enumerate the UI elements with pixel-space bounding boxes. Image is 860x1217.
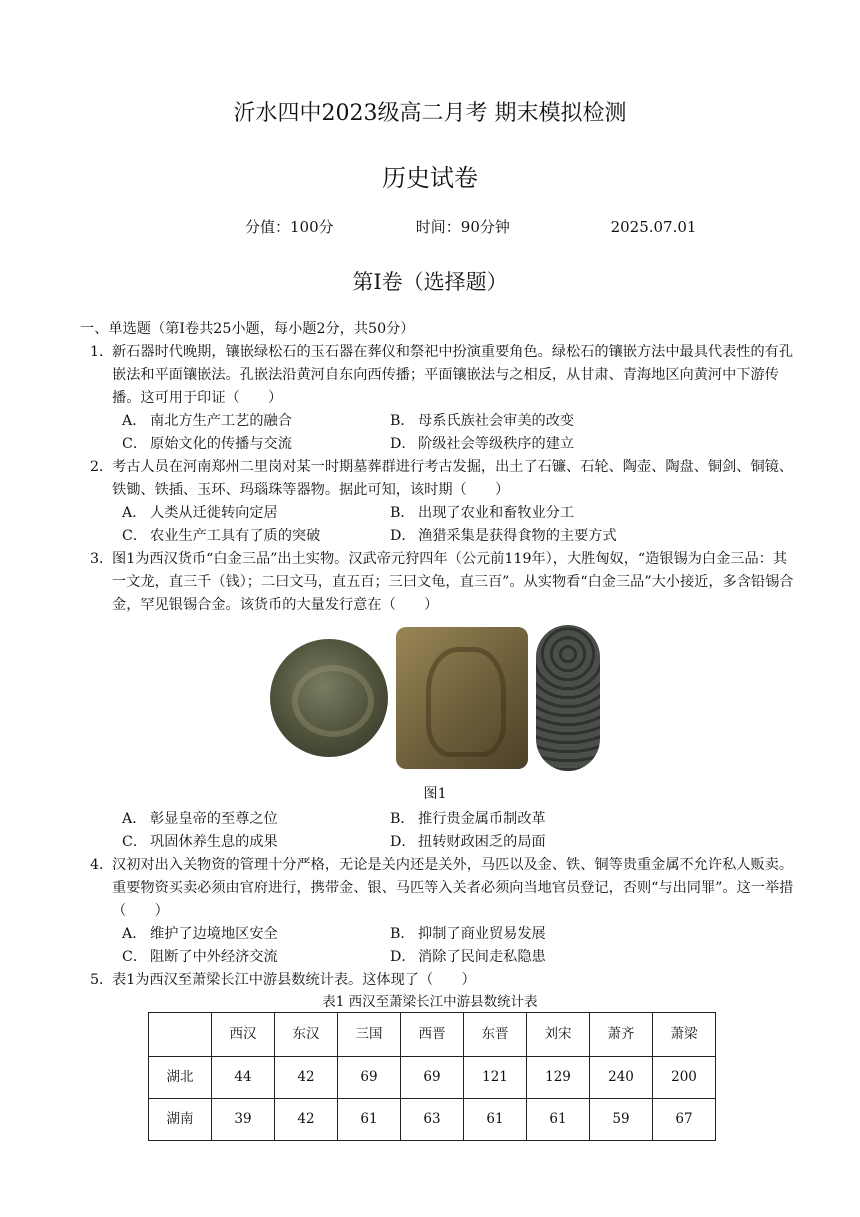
table-cell: 61	[464, 1099, 527, 1141]
question-5	[90, 969, 800, 992]
option-a: A． 维护了边境地区安全	[122, 926, 278, 942]
question-stem: 汉初对出入关物资的管理十分严格，无论是关内还是关外，马匹以及金、铁、铜等贵重金属不允许私人贩卖。重要物资买卖必须由官府进行，携带金、银、马匹等入关者必须向当地官员登记，否则“与出同罪”。这一举措（ ）	[112, 857, 794, 919]
option-c: C． 原始文化的传播与交流	[122, 436, 292, 452]
question-number: 2．	[90, 459, 114, 475]
table-cell: 42	[275, 1099, 338, 1141]
table-header-cell: 萧梁	[653, 1013, 716, 1057]
table-cell: 67	[653, 1099, 716, 1141]
question-number: 1．	[90, 344, 114, 360]
coin-figure	[70, 623, 800, 773]
subject-title: 历史试卷	[382, 164, 478, 192]
score-info: 分值：100分	[245, 218, 334, 236]
option-d: D． 消除了民间走私隐患	[390, 949, 546, 965]
volume-title: 第Ⅰ卷（选择题）	[352, 270, 508, 294]
question-1	[90, 341, 800, 456]
option-b: B． 母系氏族社会审美的改变	[390, 413, 575, 429]
dragon-coin-image	[270, 639, 388, 757]
table-header-cell: 东汉	[275, 1013, 338, 1057]
option-c: C． 农业生产工具有了质的突破	[122, 528, 321, 544]
question-number: 5．	[90, 972, 114, 988]
table-row-label: 湖南	[149, 1099, 212, 1141]
question-stem: 表1为西汉至萧梁长江中游县数统计表。这体现了（ ）	[112, 972, 476, 988]
table-cell: 63	[401, 1099, 464, 1141]
table-cell: 240	[590, 1057, 653, 1099]
table-cell: 69	[401, 1057, 464, 1099]
option-c: C． 阻断了中外经济交流	[122, 949, 278, 965]
option-b: B． 推行贵金属币制改革	[390, 811, 546, 827]
table-cell: 61	[338, 1099, 401, 1141]
table-row-label: 湖北	[149, 1057, 212, 1099]
question-stem: 新石器时代晚期，镶嵌绿松石的玉石器在葬仪和祭祀中扮演重要角色。绿松石的镶嵌方法中最具代表性的有孔嵌法和平面镶嵌法。孔嵌法沿黄河自东向西传播；平面镶嵌法与之相反，从甘肃、青海地区向黄河中下游传播。这可用于印证（ ）	[112, 344, 794, 406]
section-heading: 一、单选题（第Ⅰ卷共25小题，每小题2分，共50分）	[80, 321, 415, 337]
table-header-cell: 西汉	[212, 1013, 275, 1057]
table-cell: 69	[338, 1057, 401, 1099]
table-header-cell: 东晋	[464, 1013, 527, 1057]
table-header-row	[149, 1013, 716, 1057]
table-caption: 表1 西汉至萧梁长江中游县数统计表	[322, 994, 538, 1010]
option-b: B． 出现了农业和畜牧业分工	[390, 505, 575, 521]
horse-coin-image	[396, 627, 528, 769]
option-a: A． 人类从迁徙转向定居	[122, 505, 278, 521]
question-3	[90, 548, 800, 854]
table-cell: 121	[464, 1057, 527, 1099]
table-cell: 59	[590, 1099, 653, 1141]
table-header-cell: 萧齐	[590, 1013, 653, 1057]
option-a: A． 南北方生产工艺的融合	[122, 413, 292, 429]
question-stem: 图1为西汉货币“白金三品”出土实物。汉武帝元狩四年（公元前119年），大胜匈奴，“造银锡为白金三品：其一文龙，直三千（钱）；二曰文马，直五百；三曰文龟，直三百”。从实物看“白金三品”大小接近，多含铅锡合金，罕见银锡合金。该货币的大量发行意在（ ）	[112, 551, 794, 613]
table-cell: 42	[275, 1057, 338, 1099]
option-b: B． 抑制了商业贸易发展	[390, 926, 546, 942]
table-header-cell: 刘宋	[527, 1013, 590, 1057]
county-count-table	[148, 1012, 716, 1141]
question-2	[90, 456, 800, 548]
date-info: 2025.07.01	[610, 218, 697, 236]
question-area	[80, 318, 800, 1141]
table-cell: 39	[212, 1099, 275, 1141]
exam-meta	[245, 216, 696, 237]
table-cell: 61	[527, 1099, 590, 1141]
table-cell: 200	[653, 1057, 716, 1099]
time-info: 时间：90分钟	[415, 218, 510, 236]
table-header-cell: 西晋	[401, 1013, 464, 1057]
table-cell: 44	[212, 1057, 275, 1099]
table-corner-cell	[149, 1013, 212, 1057]
question-number: 3．	[90, 551, 114, 567]
option-d: D． 阶级社会等级秩序的建立	[390, 436, 575, 452]
question-4	[90, 854, 800, 969]
exam-title: 沂水四中2023级高二月考 期末模拟检测	[233, 101, 627, 126]
option-c: C． 巩固休养生息的成果	[122, 834, 278, 850]
figure-caption: 图1	[423, 786, 447, 802]
option-a: A． 彰显皇帝的至尊之位	[122, 811, 278, 827]
table-row	[149, 1057, 716, 1099]
table-header-cell: 三国	[338, 1013, 401, 1057]
question-number: 4．	[90, 857, 114, 873]
question-stem: 考古人员在河南郑州二里岗对某一时期墓葬群进行考古发掘，出土了石镰、石轮、陶壶、陶盘、铜剑、铜镜、铁锄、铁插、玉环、玛瑙珠等器物。据此可知，该时期（ ）	[112, 459, 794, 498]
turtle-coin-image	[536, 625, 600, 771]
table-cell: 129	[527, 1057, 590, 1099]
option-d: D． 扭转财政困乏的局面	[390, 834, 546, 850]
table-row	[149, 1099, 716, 1141]
option-d: D． 渔猎采集是获得食物的主要方式	[390, 528, 617, 544]
